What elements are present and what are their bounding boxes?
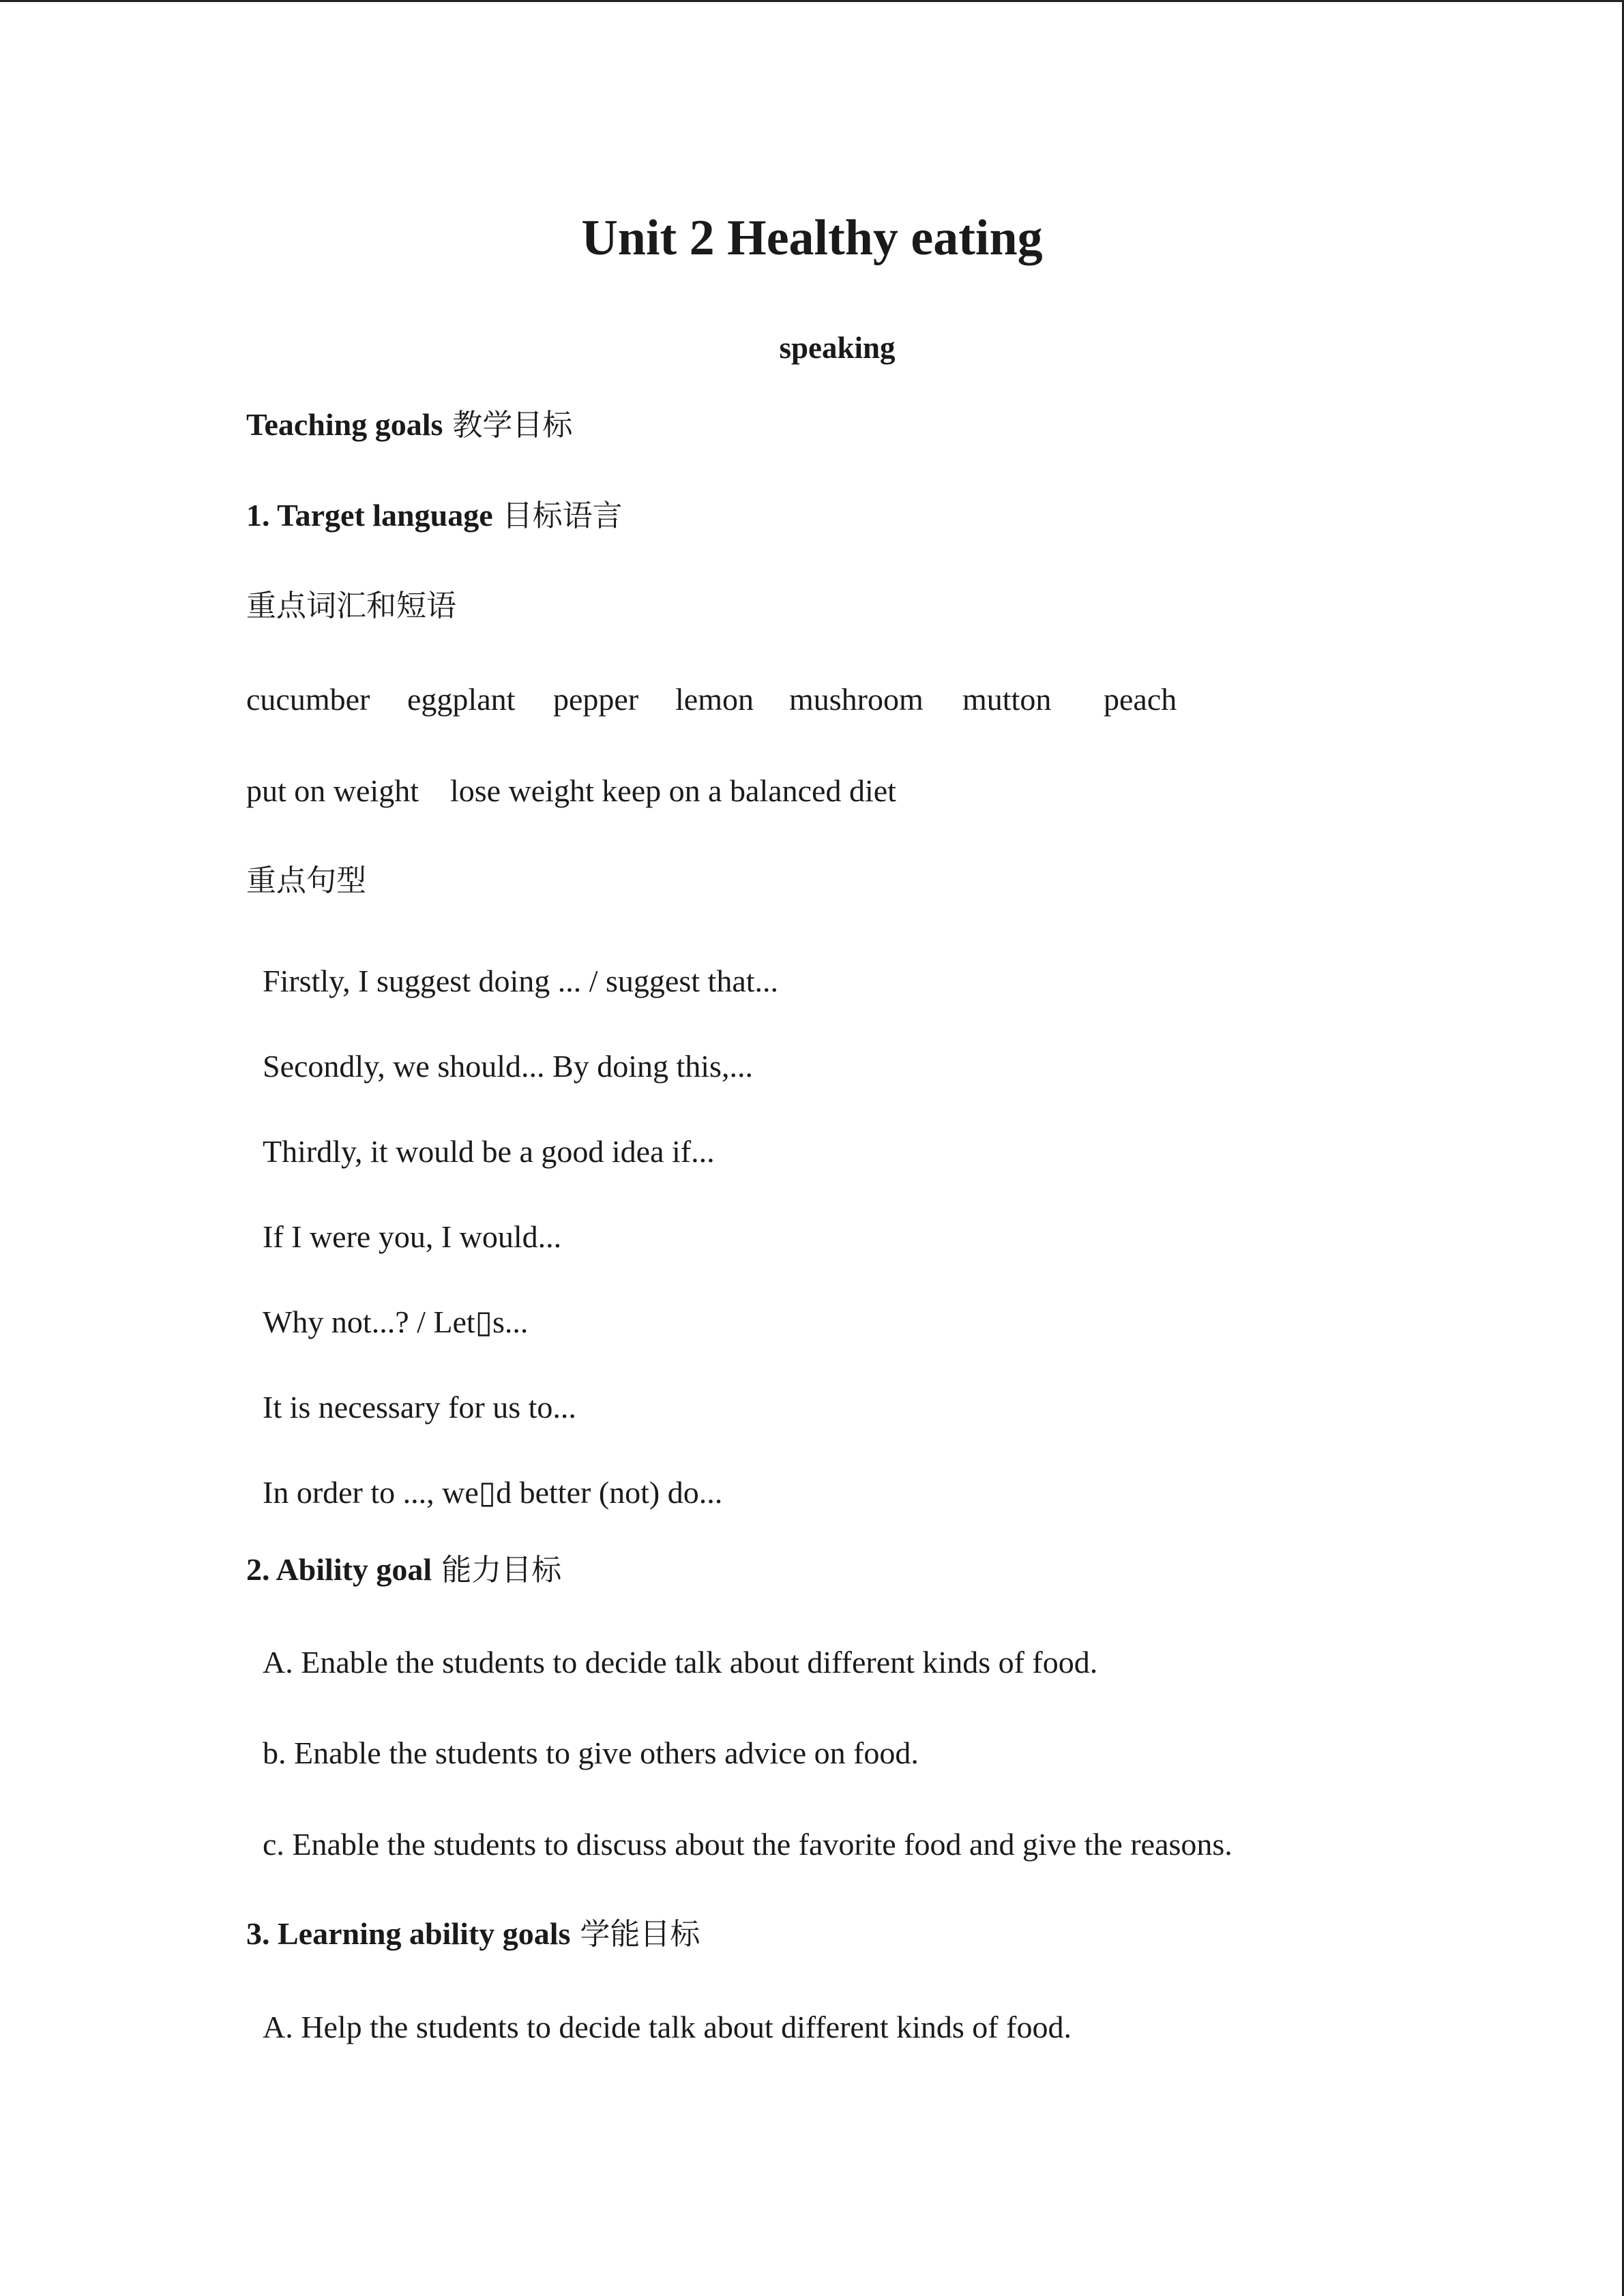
target-language-label-cn: 目标语言: [502, 498, 623, 533]
learning-ability-label-cn: 学能目标: [580, 1917, 700, 1952]
vocab-word: lemon: [675, 682, 754, 717]
page-title: Unit 2 Healthy eating: [581, 210, 1043, 266]
sentences-heading: 重点句型: [246, 863, 366, 898]
sentence-item: Firstly, I suggest doing ... / suggest that...: [263, 964, 779, 998]
page-border-top: [0, 0, 1624, 2]
teaching-goals-label-cn: 教学目标: [452, 408, 573, 443]
vocab-word: pepper: [553, 682, 639, 717]
learning-ability-item: A. Help the students to decide talk about different kinds of food.: [263, 2010, 1072, 2044]
target-language-heading: [246, 500, 623, 531]
ability-item: A. Enable the students to decide talk about different kinds of food.: [263, 1645, 1098, 1680]
sentence-item: In order to ..., we▯d better (not) do...: [263, 1475, 723, 1510]
target-language-label: 1. Target language: [246, 498, 493, 533]
ability-goal-label: 2. Ability goal: [246, 1552, 432, 1587]
sentence-item: Secondly, we should... By doing this,...: [263, 1049, 753, 1084]
teaching-goals-heading: [246, 409, 572, 441]
sentence-item: Why not...? / Let▯s...: [263, 1304, 529, 1339]
vocab-word: eggplant: [407, 682, 516, 717]
sentence-item: Thirdly, it would be a good idea if...: [263, 1134, 715, 1169]
sentence-item: It is necessary for us to...: [263, 1390, 576, 1425]
vocab-heading: 重点词汇和短语: [246, 588, 456, 623]
ability-goal-heading: [246, 1554, 561, 1585]
ability-goal-label-cn: 能力目标: [441, 1553, 562, 1587]
vocab-word: cucumber: [246, 682, 370, 717]
vocab-word: mutton: [962, 682, 1052, 717]
ability-item: c. Enable the students to discuss about the favorite food and give the reasons.: [263, 1827, 1232, 1862]
phrases-line: put on weight lose weight keep on a balanced diet: [246, 773, 896, 808]
teaching-goals-label: Teaching goals: [246, 407, 443, 442]
ability-item: b. Enable the students to give others advice on food.: [263, 1735, 919, 1770]
vocab-list: [246, 684, 1201, 718]
vocab-word: peach: [1104, 682, 1177, 717]
sentence-item: If I were you, I would...: [263, 1219, 562, 1254]
learning-ability-heading: [246, 1918, 700, 1950]
vocab-word: mushroom: [789, 682, 924, 717]
page-subtitle: speaking: [779, 331, 896, 365]
learning-ability-label: 3. Learning ability goals: [246, 1916, 571, 1951]
